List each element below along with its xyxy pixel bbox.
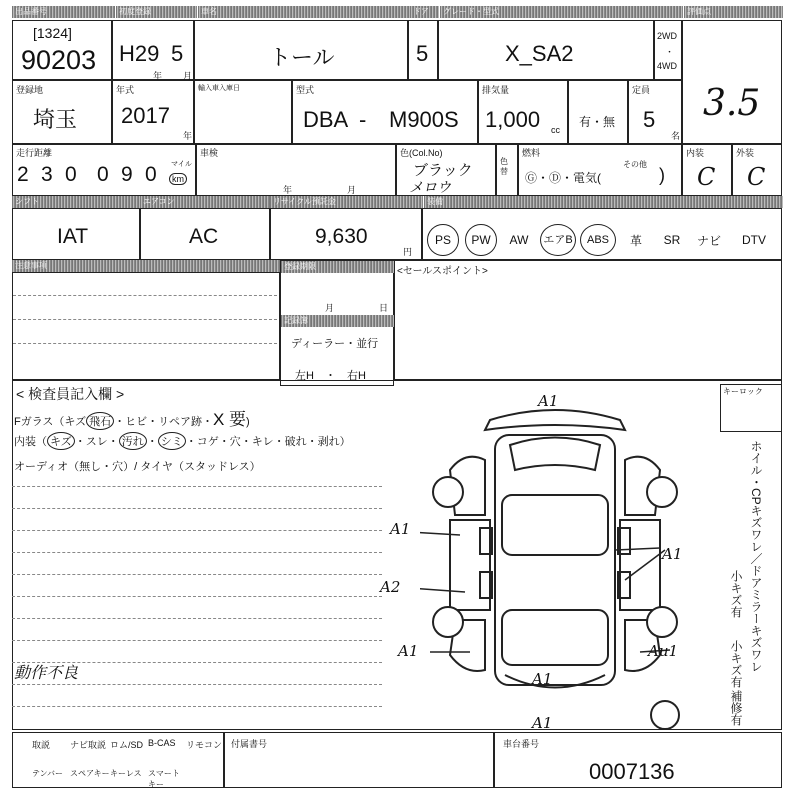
history-box (568, 80, 628, 144)
inspector-title: < 検査員記入欄 > (16, 386, 125, 402)
interior-score: C (697, 163, 716, 191)
handwritten-note: 動作不良 (14, 663, 79, 682)
mark-bumper: A1 (532, 714, 553, 732)
drive-2wd: 2WD (657, 31, 677, 41)
mark-right-rear: Au1 (648, 642, 679, 660)
reg-month: 5 (171, 41, 184, 66)
equip-sr: SR (663, 233, 681, 247)
year-box (112, 80, 194, 144)
color-box (396, 144, 496, 196)
record-value: ディーラー・並行 (291, 338, 379, 350)
yen-unit: 円 (403, 247, 413, 257)
handle-value: 左H ・ 右H (295, 370, 366, 382)
car-diagram (420, 400, 690, 710)
mileage-digit-5: 9 (121, 163, 133, 186)
mark-rear: A1 (532, 670, 553, 688)
drive-4wd: 4WD (657, 61, 677, 71)
side-note-3: 小キズ有 (729, 640, 743, 688)
exterior-box (732, 144, 782, 196)
month-unit: 月 (183, 71, 193, 81)
side-note-main: ホイル・CPキズワレ／ドアミラーキズワレ (749, 440, 763, 673)
score-label: 評価点 (684, 6, 783, 18)
lot-code: [1324] (33, 25, 72, 41)
inspection-label: 車検 (200, 148, 219, 158)
spare-tyre-circle (650, 700, 680, 730)
year-label: 年式 (116, 85, 135, 95)
history-label: 有・無 (579, 115, 616, 129)
mileage-digit-2: 3 (41, 163, 53, 186)
fuel-options: Ⓖ・Ⓓ・電気( (525, 171, 601, 185)
equip-pw: PW (462, 220, 500, 260)
ac-value: AC (189, 225, 219, 248)
score-value: 3.5 (703, 83, 761, 124)
reg-period-label: 登録期限 (281, 261, 394, 273)
mileage-label: 走行距離 (16, 148, 53, 158)
exterior-score: C (747, 163, 766, 191)
record-label: 記録簿 (281, 315, 394, 327)
region-label: 登録地 (16, 85, 44, 95)
mileage-digit-3: 0 (65, 163, 77, 186)
import-box (194, 80, 292, 144)
lot-label: 出品番号 (12, 6, 115, 18)
car-name: トール (269, 45, 335, 70)
other-label: 付属書号 (231, 739, 268, 749)
side-note-2: 小キズ有 (729, 570, 743, 618)
reg-month-unit: 月 (325, 303, 335, 313)
region-box (12, 80, 112, 144)
recycle-fee: 9,630 (315, 225, 368, 248)
doors-label: ドア (410, 6, 439, 18)
interior-box (682, 144, 732, 196)
equip-abs: ABS (578, 220, 618, 260)
car-name-box (194, 20, 408, 80)
lot-box (12, 20, 112, 80)
first-reg-label: 初度登録 (116, 6, 197, 18)
equip-leather: 革 (629, 233, 642, 248)
inspector-line-1: Fガラス（キズ 飛石 ・ヒビ・リペア跡・X 要) (14, 410, 250, 429)
grade-label: グレード・型式 (440, 6, 683, 18)
car-name-label: 車名 (198, 6, 411, 18)
equip-dtv: DTV (742, 233, 766, 247)
drive-box (654, 20, 682, 80)
seats-unit: 名 (671, 131, 681, 141)
cc-unit: cc (551, 125, 560, 135)
fuel-box (518, 144, 682, 196)
shift-label: シフト (12, 196, 141, 208)
ac-box (140, 208, 270, 260)
shift-box (12, 208, 140, 260)
drive-dot: ・ (665, 47, 675, 57)
mileage-digit-6: 0 (145, 163, 157, 186)
mark-left-front: A1 (390, 520, 411, 538)
model-code: M900S (389, 107, 459, 132)
fuel-close: ) (659, 165, 665, 185)
inspection-box (196, 144, 396, 196)
color-handwritten: メロウ (409, 180, 451, 196)
inspection-year-unit: 年 (283, 185, 293, 195)
frame-number: 0007136 (589, 759, 675, 784)
accessories-row-1: 取説 ナビ取説 ロム/SD B-CAS リモコン (32, 738, 223, 750)
mark-front: A1 (538, 392, 559, 410)
shift-value: IAT (57, 225, 89, 248)
frame-number-box (494, 732, 782, 788)
km-label: km (169, 173, 187, 185)
equip-navi: ナビ (696, 233, 721, 248)
region-value: 埼玉 (33, 107, 78, 132)
mile-label: マイル (171, 161, 192, 168)
fuel-other: その他 (623, 160, 647, 169)
reg-day-unit: 日 (379, 303, 389, 313)
year-value: 2017 (121, 103, 170, 128)
frame-label: 車台番号 (503, 739, 540, 749)
lot-number: 90203 (21, 45, 97, 75)
other-box (224, 732, 494, 788)
mark-left-door: A2 (380, 578, 401, 596)
inspection-month-unit: 月 (347, 185, 357, 195)
seats-box (628, 80, 682, 144)
model-box (292, 80, 478, 144)
side-note-4: 補修有 (729, 690, 743, 726)
doors-value: 5 (416, 41, 429, 66)
era-year: H29 (119, 41, 160, 66)
grade-value: X_SA2 (505, 41, 574, 66)
equip-aw: AW (509, 233, 529, 247)
ac-label: エアコン (140, 196, 271, 208)
notes-box (12, 272, 280, 380)
year-unit2: 年 (183, 131, 193, 141)
mileage-digit-4: 0 (97, 163, 109, 186)
exterior-label: 外装 (736, 148, 755, 158)
cc-label: 排気量 (482, 85, 510, 95)
seats-label: 定員 (632, 85, 651, 95)
fuel-label: 燃料 (522, 148, 541, 158)
cc-box (478, 80, 568, 144)
recycle-label: リサイクル預託金 (270, 196, 423, 208)
notes-label: 注意事項 (12, 260, 281, 272)
model-label: 型式 (296, 85, 315, 95)
key-lock-box (720, 384, 782, 432)
doors-box (408, 20, 438, 80)
accessories-row-2: テンバー スペアキー キーレス スマートキー (32, 769, 180, 789)
mark-left-rear: A1 (398, 642, 419, 660)
first-reg-box (112, 20, 194, 80)
key-lock-label: キーロック (723, 387, 763, 396)
mileage-digit-1: 2 (17, 163, 30, 186)
inspector-line-3: オーディオ（無し・穴）/ タイヤ（スタッドレス） (14, 461, 261, 473)
repaint-label: 色替 (500, 157, 508, 176)
equip-ps: PS (424, 220, 462, 260)
recycle-box (270, 208, 422, 260)
repaint-box (496, 144, 518, 196)
year-unit: 年 (153, 71, 163, 81)
import-label: 輸入車入庫日 (198, 85, 240, 92)
sales-point-box (394, 260, 782, 380)
interior-label: 内装 (686, 148, 705, 158)
inspector-line-2: 内装（ キズ ・スレ・ 汚れ ・ シミ ・コゲ・穴・キレ・破れ・剥れ） (14, 432, 351, 450)
registration-box (280, 260, 394, 386)
color-label: 色(Col.No) (400, 148, 443, 158)
seats-value: 5 (643, 107, 656, 132)
equipment-label: 装備 (424, 196, 783, 208)
model-prefix: DBA (303, 107, 349, 132)
model-dash: - (359, 107, 367, 132)
equip-airbag: エアB (538, 220, 578, 260)
score-box (682, 20, 782, 144)
grade-box (438, 20, 654, 80)
mark-right-door: A1 (662, 545, 683, 563)
displacement: 1,000 (485, 107, 541, 132)
color-value: ブラック (413, 162, 473, 179)
mileage-box (12, 144, 196, 196)
sales-point-label: <セールスポイント> (397, 266, 488, 277)
